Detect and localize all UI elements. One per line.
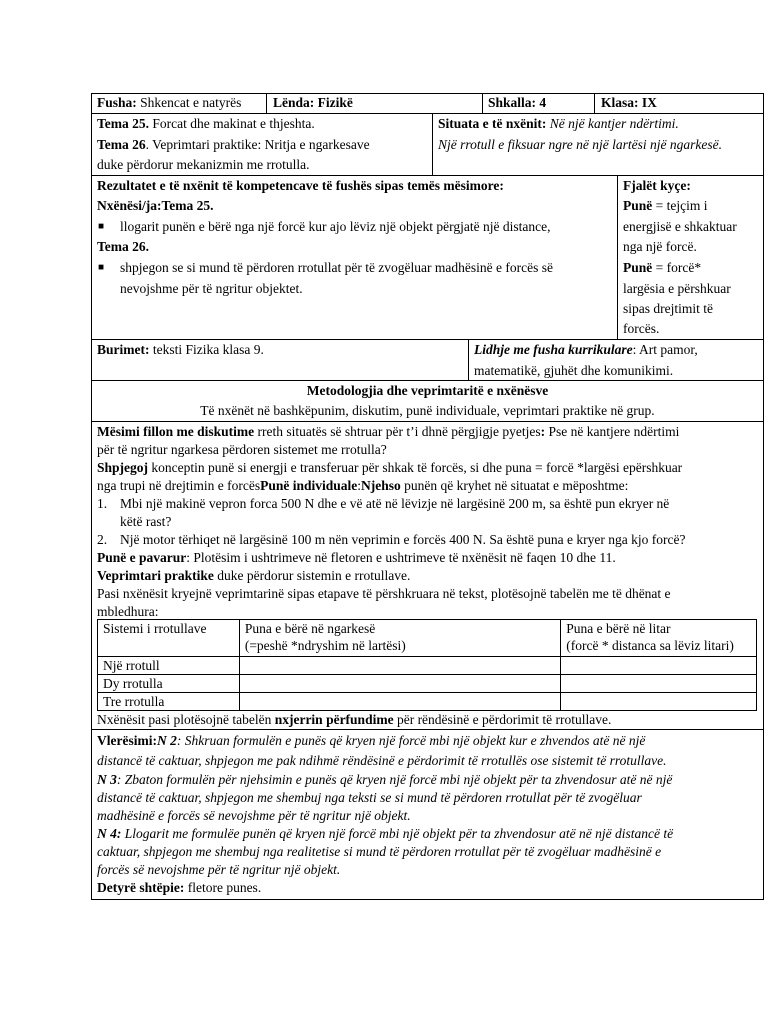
- col-divider: [594, 93, 595, 113]
- vleresimi-n3: [97, 771, 672, 789]
- question-2-number: 2.: [97, 532, 108, 547]
- burimet: [97, 340, 264, 361]
- tema-26-label: Tema 26: [97, 137, 146, 152]
- perfundime-a: Nxënësit pasi plotësojnë tabelën: [97, 712, 275, 727]
- tema-25-text: Forcat dhe makinat e thjeshta.: [149, 116, 315, 131]
- perfundime-b: nxjerrin përfundime: [274, 712, 394, 727]
- n4-line3: forcës së nevojshme për të ngritur një objekt.: [97, 862, 341, 877]
- n4-label: N 4:: [97, 826, 122, 841]
- question-1-number: 1.: [97, 496, 108, 511]
- col-divider: [482, 93, 483, 113]
- rrotulla-table: [97, 619, 757, 711]
- rezultatet-title: Rezultatet e të nxënit të kompetencave të fushës sipas temës mësimore:: [97, 178, 504, 193]
- tema-26: [97, 135, 370, 156]
- burimet-text: teksti Fizika klasa 9.: [149, 342, 264, 357]
- pp-rest: : Plotësim i ushtrimeve në fletoren e ushtrimeve të nxënësit në faqen 10 dhe 11.: [186, 550, 616, 565]
- table-cell-empty[interactable]: [239, 657, 560, 675]
- pune-label: Punë: [623, 260, 653, 275]
- klasa-cell: Klasa: IX: [601, 95, 657, 110]
- situata-text: Në një kantjer ndërtimi.: [549, 116, 679, 131]
- pune-def-2-l4: forcës.: [623, 321, 660, 336]
- pune-def-1-l2: energjisë e shkaktuar: [623, 219, 737, 234]
- vp-rest: duke përdorur sistemin e rrotullave.: [213, 568, 411, 583]
- table-row: [98, 693, 757, 711]
- bullet-icon: ■: [98, 262, 105, 273]
- pune-def-1-l3: nga një forcë.: [623, 239, 697, 254]
- tema-26-line2: duke përdorur mekanizmin me rrotulla.: [97, 157, 310, 172]
- table-cell-empty[interactable]: [561, 675, 757, 693]
- table-cell-empty[interactable]: [239, 675, 560, 693]
- table-header-row: [98, 620, 757, 657]
- detyre-shtepie: [97, 879, 261, 897]
- lidhje: [474, 340, 698, 361]
- n3-label: N 3: [97, 772, 117, 787]
- pp-bold: Punë e pavarur: [97, 550, 187, 565]
- header-1-line2: (=peshë *ndryshim në lartësi): [244, 638, 406, 653]
- pune-def-2: [623, 258, 701, 279]
- row-divider: [91, 729, 764, 730]
- rezultatet-bullet-2-line2: nevojshme për të ngritur objektet.: [120, 281, 303, 296]
- l4-a: nga trupi në drejtimin e forcës: [97, 478, 261, 493]
- rezultatet-bullet-2-line1: shpjegon se si mund të përdoren rrotullat për të zvogëluar madhësinë e forcës së: [120, 260, 553, 275]
- n2-line1: : Shkruan formulën e punës që kryen një forcë mbi një objekt kur e zhvendos atë në një: [176, 733, 646, 748]
- n3-line2: distancë të caktuar, shpjegon me shembuj nga teksti se si mund të përdoren rrotullat për të zvogëluar: [97, 790, 642, 805]
- table-header-cell: [561, 620, 757, 657]
- vp-bold: Veprimtari praktike: [97, 568, 214, 583]
- perfundime-line: [97, 711, 611, 729]
- l4-b: Punë individuale: [260, 478, 358, 493]
- l4-e: punën që kryhet në situatat e mëposhtme:: [400, 478, 629, 493]
- pune-e-pavarur: [97, 549, 616, 567]
- fusha-cell: [97, 94, 241, 112]
- col-divider: [432, 113, 433, 175]
- lidhje-line2: matematikë, gjuhët dhe komunikimi.: [474, 363, 674, 378]
- tema-25: [97, 114, 315, 135]
- vleresimi-label: Vlerësimi:: [97, 733, 157, 748]
- table-cell-empty[interactable]: [561, 657, 757, 675]
- lidhje-text: : Art pamor,: [632, 342, 698, 357]
- shpjegoj-bold: Shpjegoj: [97, 460, 149, 475]
- pune-label: Punë: [623, 198, 653, 213]
- pune-def-2-l2: largësia e përshkuar: [623, 281, 731, 296]
- situata: [438, 114, 679, 135]
- table-cell-empty[interactable]: [561, 693, 757, 711]
- question-1-line2: këtë rast?: [120, 514, 172, 529]
- lidhje-label: Lidhje me fusha kurrikulare: [474, 342, 633, 357]
- nxenesi-label: Nxënësi/ja:Tema 25.: [97, 198, 214, 213]
- mesimi-l1-rest: rreth situatës së shtruar për t’i dhnë përgjigje pyetjes: [254, 424, 541, 439]
- pune-def-2-l1: = forcë*: [652, 260, 702, 275]
- shpjegoj-line2: [97, 477, 628, 495]
- vleresimi-n2: [97, 731, 645, 752]
- n2-label: N 2: [156, 733, 177, 748]
- col-divider: [468, 339, 469, 380]
- table-cell: Tre rrotulla: [98, 693, 240, 711]
- table-cell-empty[interactable]: [239, 693, 560, 711]
- fusha-label: Fusha:: [97, 95, 137, 110]
- pasi-line1: Pasi nxënësit kryejnë veprimtarinë sipas etapave të përshkruara në tekst, plotësojnë tabelën me të dhënat e: [97, 586, 671, 601]
- fusha-value: Shkencat e natyrës: [136, 95, 242, 110]
- col-divider: [266, 93, 267, 113]
- header-0-line1: Sistemi i rrotullave: [103, 621, 207, 636]
- pune-def-1-l1: = tejçim i: [652, 198, 708, 213]
- mesimi-line2: për të ngritur ngarkesa përdoren sistemet me rrotulla?: [97, 442, 387, 457]
- n3-line1: : Zbaton formulën për njehsimin e punës që kryen një forcë mbi një objekt për ta zhvendosur atë në një: [116, 772, 673, 787]
- situata-line2: Një rrotull e fiksuar ngre në një lartësi një ngarkesë.: [438, 137, 722, 152]
- table-row: [98, 657, 757, 675]
- mesimi-l1-end: Pse në kantjere ndërtimi: [545, 424, 680, 439]
- col-divider: [617, 175, 618, 339]
- l4-c: :: [357, 478, 362, 493]
- tema-26-heading: Tema 26.: [97, 239, 150, 254]
- metodologjia-title: Metodologjia dhe veprimtaritë e nxënësve: [306, 383, 549, 398]
- detyre-text: fletore punes.: [184, 880, 262, 895]
- n2-line2: distancë të caktuar, shpjegon me pak ndihmë rëndësinë e përdorimit të rrotullës ose sistemit të rrotullave.: [97, 753, 667, 768]
- shpjegoj-line: [97, 459, 682, 477]
- rezultatet-bullet-1: llogarit punën e bërë nga një forcë kur ajo lëviz një objekt përgjatë një distance,: [120, 219, 551, 234]
- perfundime-c: për rëndësinë e përdorimit të rrotullave.: [393, 712, 612, 727]
- vleresimi-n4: [97, 825, 673, 843]
- n3-line3: madhësinë e forcës së nevojshme për të ngritur një objekt.: [97, 808, 411, 823]
- shkalla-cell: Shkalla: 4: [488, 95, 547, 110]
- n4-line1: Llogarit me formulëe punën që kryen një forcë mbi një objekt për ta zhvendosur atë në një distancë të: [121, 826, 674, 841]
- question-1-line1: Mbi një makinë vepron forca 500 N dhe e vë atë në lëvizje në largësinë 200 m, sa është pun ekryer në: [120, 496, 670, 511]
- table-header-cell: [98, 620, 240, 657]
- table-cell: Dy rrotulla: [98, 675, 240, 693]
- pune-def-1: [623, 196, 708, 217]
- situata-label: Situata e të nxënit: [438, 116, 542, 131]
- table-header-cell: [239, 620, 560, 657]
- situata-colon: :: [541, 116, 550, 131]
- metodologjia-text: Të nxënët në bashkëpunim, diskutim, punë individuale, veprimtari praktike në grup.: [200, 403, 655, 418]
- header-2-line2: (forcë * distanca sa lëviz litari): [566, 638, 734, 653]
- detyre-label: Detyrë shtëpie:: [97, 880, 185, 895]
- pasi-line2: mbledhura:: [97, 604, 159, 619]
- tema-25-label: Tema 25.: [97, 116, 150, 131]
- tema-26-text: . Veprimtari praktike: Nritja e ngarkesave: [145, 137, 370, 152]
- mesimi-line1: [97, 423, 679, 441]
- pune-def-2-l3: sipas drejtimit të: [623, 301, 713, 316]
- table-row: [98, 675, 757, 693]
- header-2-line1: Puna e bërë në litar: [566, 621, 671, 636]
- shpjegoj-rest: konceptin punë si energji e transferuar për shkak të forcës, si dhe puna = forcë *largësi epërshkuar: [148, 460, 683, 475]
- table-cell: Një rrotull: [98, 657, 240, 675]
- veprimtari-praktike: [97, 567, 410, 585]
- lenda-cell: Lënda: Fizikë: [273, 95, 353, 110]
- mesimi-l1-colon: :: [540, 424, 546, 439]
- fjalet-title: Fjalët kyçe:: [623, 178, 691, 193]
- l4-d: Njehso: [361, 478, 401, 493]
- header-1-line1: Puna e bërë në ngarkesë: [244, 621, 376, 636]
- bullet-icon: ■: [98, 221, 105, 232]
- question-2-line1: Një motor tërhiqet në largësinë 100 m nën veprimin e forcës 400 N. Sa është puna e kryer nga kjo forcë?: [120, 532, 686, 547]
- burimet-label: Burimet:: [97, 342, 150, 357]
- mesimi-bold: Mësimi fillon me diskutime: [97, 424, 255, 439]
- n4-line2: caktuar, shpjegon me shembuj nga realitetise si mund të përdoren rrotullat për të zvogëluar madhësinë e: [97, 844, 662, 859]
